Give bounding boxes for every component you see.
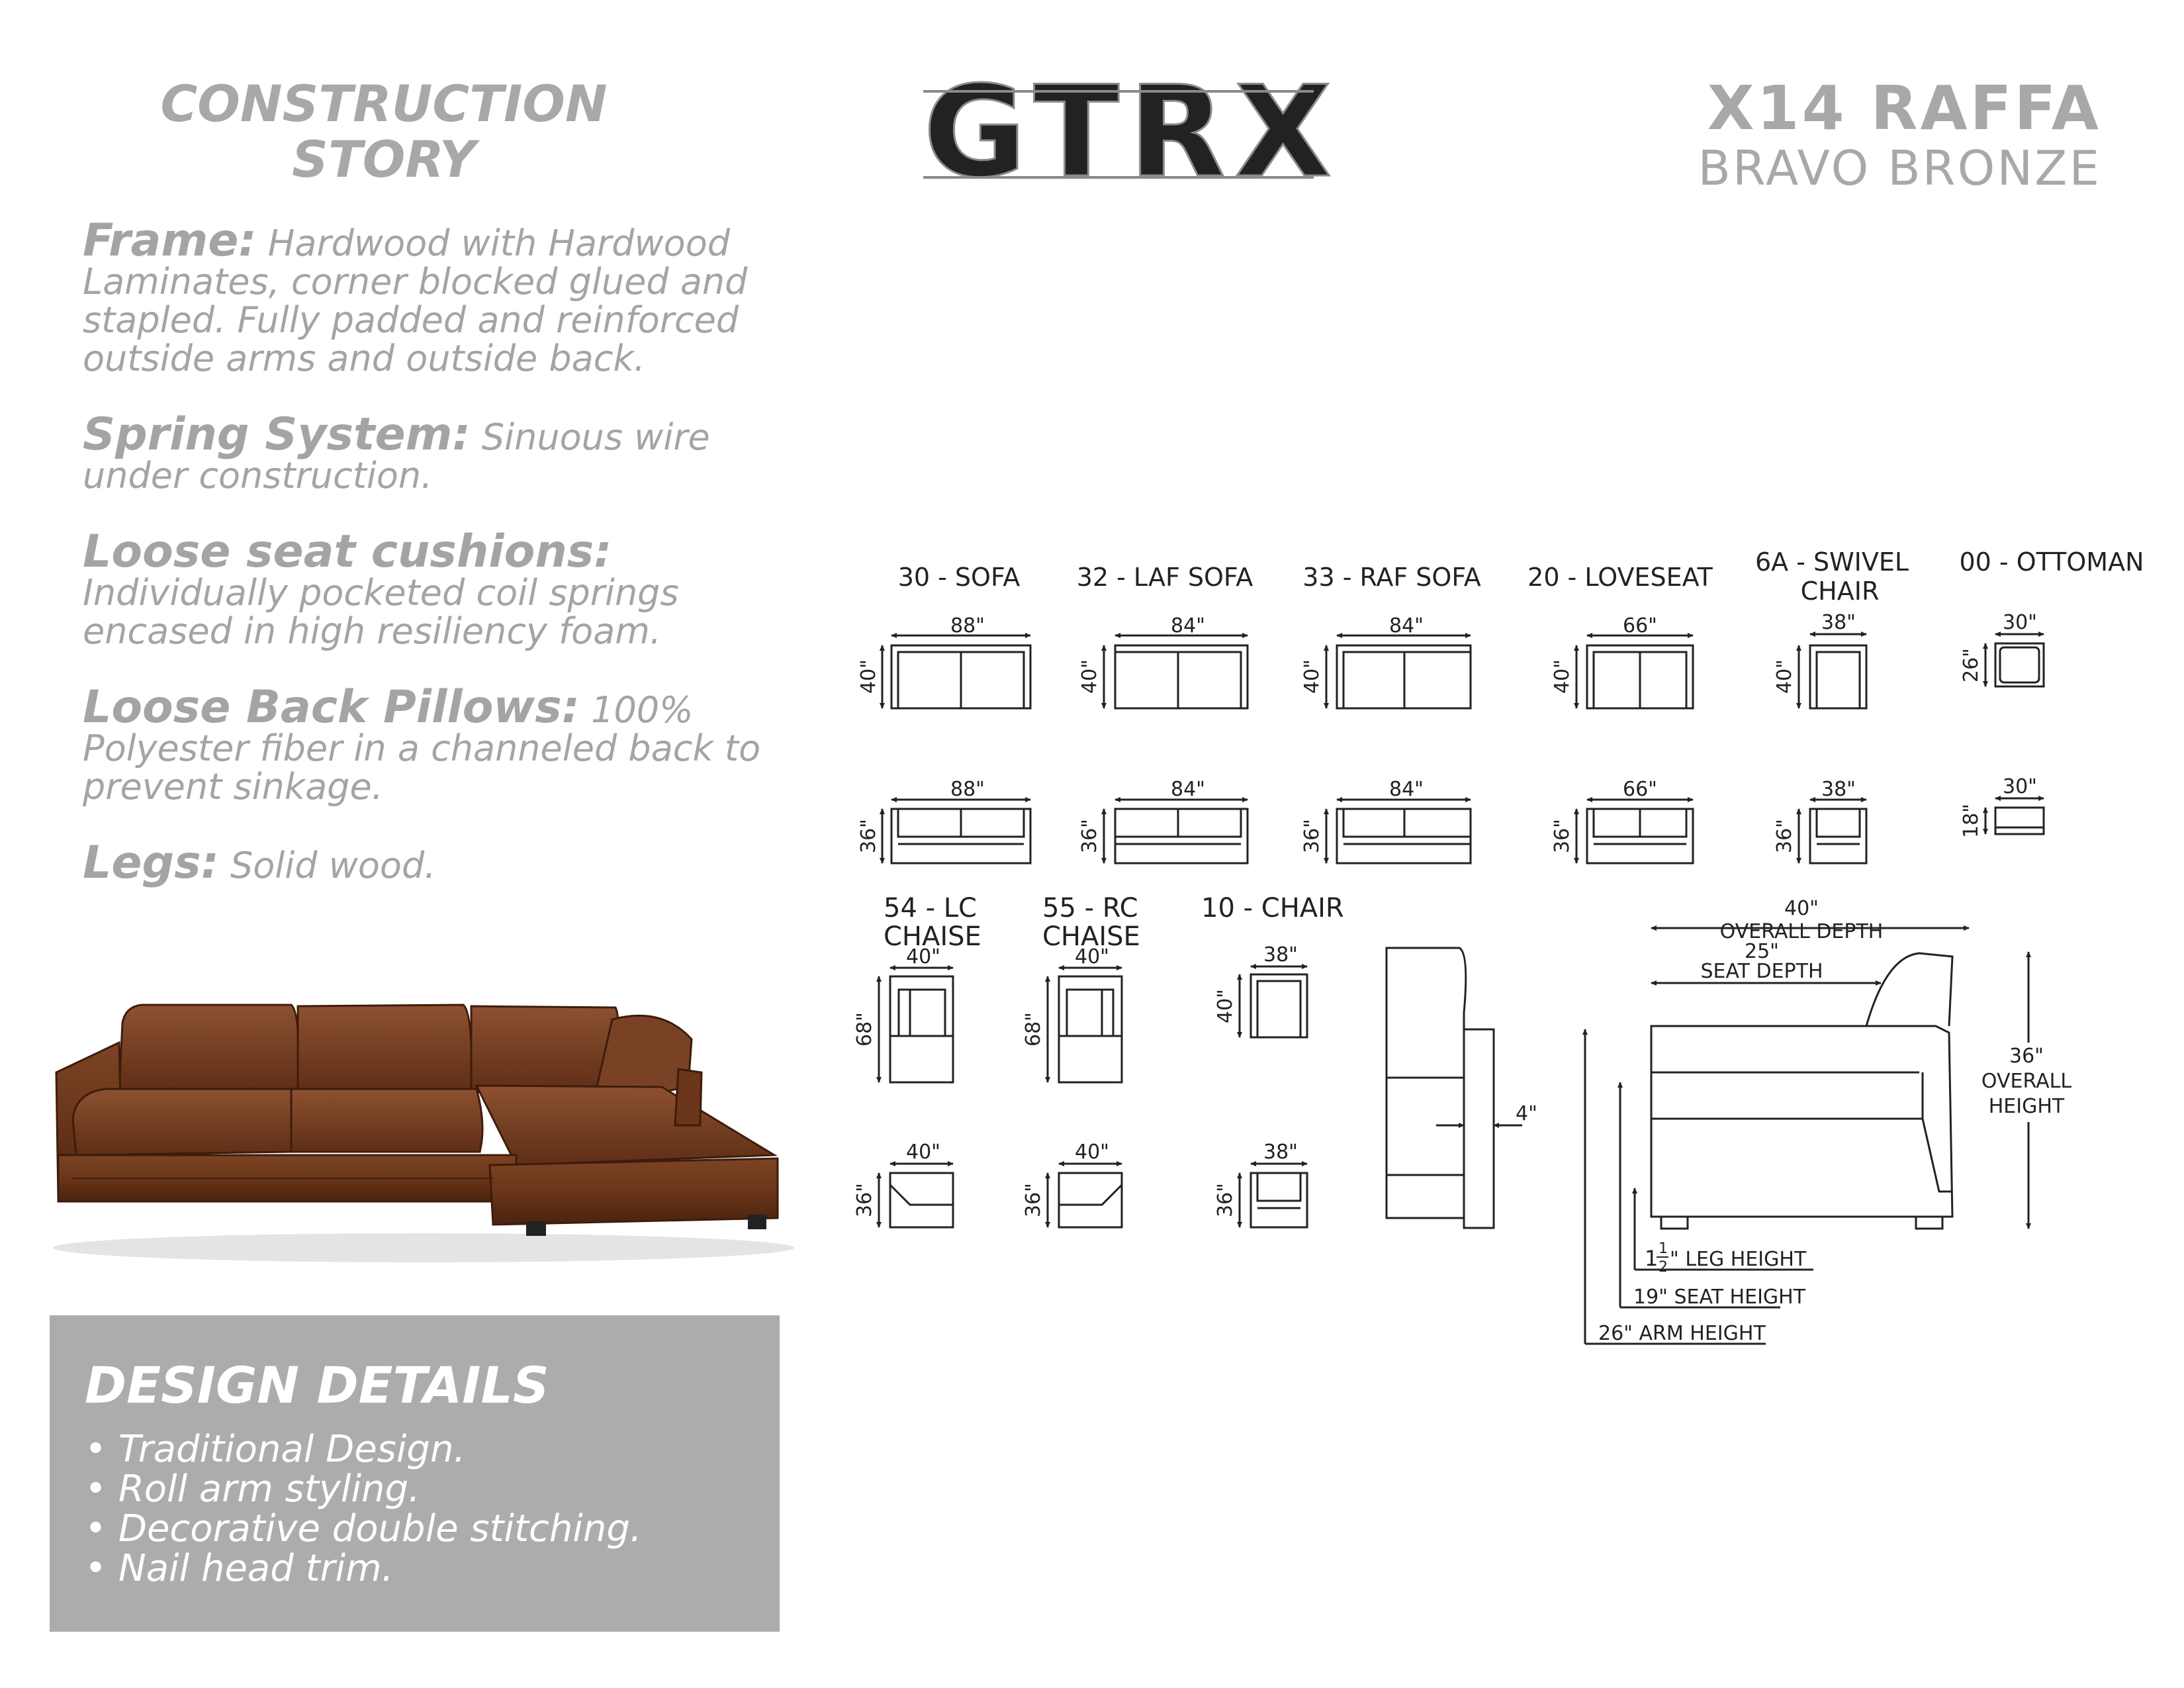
- loveseat-front-height: 36": [1551, 819, 1574, 853]
- chair-front-height: 36": [1214, 1183, 1237, 1217]
- sofa-top-view: [882, 635, 1030, 708]
- rc-chaise-top-width: 40": [1075, 945, 1109, 968]
- spec-text: Hardwood with Hardwood Laminates, corner blocked glued and stapled. Fully padded and reinforced outside arms and outside back.: [83, 222, 748, 379]
- ottoman-top-depth: 26": [1960, 648, 1983, 682]
- spec-text: 100% Polyester fiber in a channeled back to prevent sinkage.: [83, 689, 761, 808]
- laf-sofa-top-view: [1104, 635, 1248, 708]
- spec-text: Individually pocketed coil springs encased in high resiliency foam.: [83, 572, 679, 652]
- piece-label-swivel-chair-line1: 6A - SWIVEL: [1754, 547, 1909, 577]
- raf-sofa-front-view: [1326, 800, 1471, 863]
- sofa-top-width: 88": [950, 614, 985, 637]
- piece-label-raf-sofa: 33 - RAF SOFA: [1302, 563, 1481, 592]
- piece-label-laf-sofa: 32 - LAF SOFA: [1076, 563, 1253, 592]
- overall-height-value: 36": [2009, 1045, 2044, 1068]
- spec-label: Spring System:: [83, 408, 471, 461]
- swivel-chair-top-width: 38": [1821, 611, 1856, 634]
- piece-label-loveseat: 20 - LOVESEAT: [1527, 563, 1713, 592]
- swivel-chair-top-depth: 40": [1773, 659, 1796, 694]
- loveseat-front-width: 66": [1623, 778, 1657, 801]
- lc-chaise-front-view: [879, 1164, 953, 1227]
- seat-depth-value: 25": [1745, 940, 1779, 963]
- spec-text: Solid wood.: [230, 845, 436, 886]
- leg-height-label: " LEG HEIGHT: [1670, 1248, 1807, 1271]
- lc-chaise-front-height: 36": [853, 1183, 876, 1217]
- piece-label-swivel-chair-line2: CHAIR: [1800, 577, 1880, 606]
- overall-depth-value: 40": [1784, 897, 1819, 920]
- model-name: X14 RAFFA: [1707, 73, 2101, 144]
- arm-side-view: [1387, 948, 1522, 1228]
- lc-chaise-top-depth: 68": [853, 1012, 876, 1047]
- rc-chaise-front-height: 36": [1022, 1183, 1045, 1217]
- overall-height-label-line1: OVERALL: [1981, 1070, 2072, 1093]
- sofa-front-width: 88": [950, 778, 985, 801]
- piece-label-ottoman: 00 - OTTOMAN: [1959, 547, 2144, 577]
- spec-label: Loose seat cushions:: [83, 526, 612, 578]
- lc-chaise-top-width: 40": [906, 945, 940, 968]
- construction-title-line1: CONSTRUCTION: [160, 74, 608, 133]
- raf-sofa-front-width: 84": [1389, 778, 1424, 801]
- spec-label: Frame:: [83, 214, 257, 267]
- raf-sofa-front-height: 36": [1300, 819, 1324, 853]
- chair-front-width: 38": [1263, 1141, 1298, 1164]
- laf-sofa-front-width: 84": [1171, 778, 1205, 801]
- chair-front-view: [1240, 1164, 1307, 1227]
- swivel-chair-top-view: [1799, 634, 1866, 708]
- overall-height-label-line2: HEIGHT: [1988, 1095, 2065, 1118]
- loveseat-top-width: 66": [1623, 614, 1657, 637]
- list-item: • Nail head trim.: [85, 1549, 642, 1589]
- arm-width-label: 4": [1516, 1102, 1537, 1125]
- piece-label-lc-chaise-line1: 54 - LC: [884, 893, 977, 923]
- spec-label: Legs:: [83, 837, 219, 889]
- brand-logo: [923, 59, 1341, 205]
- piece-label-rc-chaise-line1: 55 - RC: [1042, 893, 1138, 923]
- raf-sofa-top-depth: 40": [1300, 659, 1324, 694]
- chair-top-view: [1240, 966, 1307, 1037]
- spec-text: Sinuous wire under construction.: [83, 416, 710, 496]
- logo-text: GTRX: [923, 59, 1342, 205]
- overall-height-callout: [1976, 1043, 2075, 1122]
- leg-height-numerator: 1: [1659, 1241, 1668, 1257]
- laf-sofa-front-height: 36": [1078, 819, 1101, 853]
- side-profile-view: [1585, 928, 2028, 1344]
- raf-sofa-top-width: 84": [1389, 614, 1424, 637]
- seat-height-label: 19" SEAT HEIGHT: [1633, 1286, 1806, 1309]
- design-details-title: DESIGN DETAILS: [85, 1356, 549, 1415]
- model-color: BRAVO BRONZE: [1698, 140, 2101, 196]
- overall-depth-label: OVERALL DEPTH: [1719, 920, 1884, 943]
- arm-height-label: 26" ARM HEIGHT: [1598, 1322, 1766, 1345]
- sectional-sofa-photo: [53, 1005, 794, 1262]
- ottoman-front-width: 30": [2003, 775, 2037, 798]
- chair-top-depth: 40": [1214, 989, 1237, 1023]
- sofa-top-depth: 40": [857, 659, 880, 694]
- ottoman-front-view: [1985, 798, 2044, 834]
- sofa-front-view: [882, 800, 1030, 863]
- raf-sofa-top-view: [1326, 635, 1471, 708]
- list-item: • Traditional Design.: [85, 1430, 642, 1470]
- construction-title-line2: STORY: [292, 130, 476, 189]
- rc-chaise-front-width: 40": [1075, 1141, 1109, 1164]
- ottoman-top-width: 30": [2003, 611, 2037, 634]
- ottoman-front-height: 18": [1960, 804, 1983, 838]
- loveseat-front-view: [1576, 800, 1693, 863]
- piece-label-lc-chaise-line2: CHAISE: [884, 921, 981, 952]
- piece-label-chair: 10 - CHAIR: [1201, 893, 1344, 923]
- list-item: • Roll arm styling.: [85, 1470, 642, 1509]
- piece-label-sofa: 30 - SOFA: [897, 563, 1021, 592]
- sofa-front-height: 36": [857, 819, 880, 853]
- swivel-chair-front-width: 38": [1821, 778, 1856, 801]
- leg-height-denominator: 2: [1659, 1259, 1668, 1276]
- list-item: • Decorative double stitching.: [85, 1509, 642, 1549]
- laf-sofa-top-width: 84": [1171, 614, 1205, 637]
- laf-sofa-front-view: [1104, 800, 1248, 863]
- piece-label-rc-chaise-line2: CHAISE: [1042, 921, 1140, 952]
- loveseat-top-depth: 40": [1551, 659, 1574, 694]
- swivel-chair-front-height: 36": [1773, 819, 1796, 853]
- chair-top-width: 38": [1263, 943, 1298, 966]
- swivel-chair-front-view: [1799, 800, 1866, 863]
- rc-chaise-top-view: [1048, 968, 1122, 1082]
- spec-label: Loose Back Pillows:: [83, 681, 580, 733]
- lc-chaise-front-width: 40": [906, 1141, 940, 1164]
- rc-chaise-top-depth: 68": [1022, 1012, 1045, 1047]
- leg-height-whole: 1: [1645, 1246, 1659, 1271]
- loveseat-top-view: [1576, 635, 1693, 708]
- ottoman-top-view: [1985, 634, 2044, 686]
- seat-depth-label: SEAT DEPTH: [1700, 960, 1823, 983]
- laf-sofa-top-depth: 40": [1078, 659, 1101, 694]
- lc-chaise-top-view: [879, 968, 953, 1082]
- rc-chaise-front-view: [1048, 1164, 1122, 1227]
